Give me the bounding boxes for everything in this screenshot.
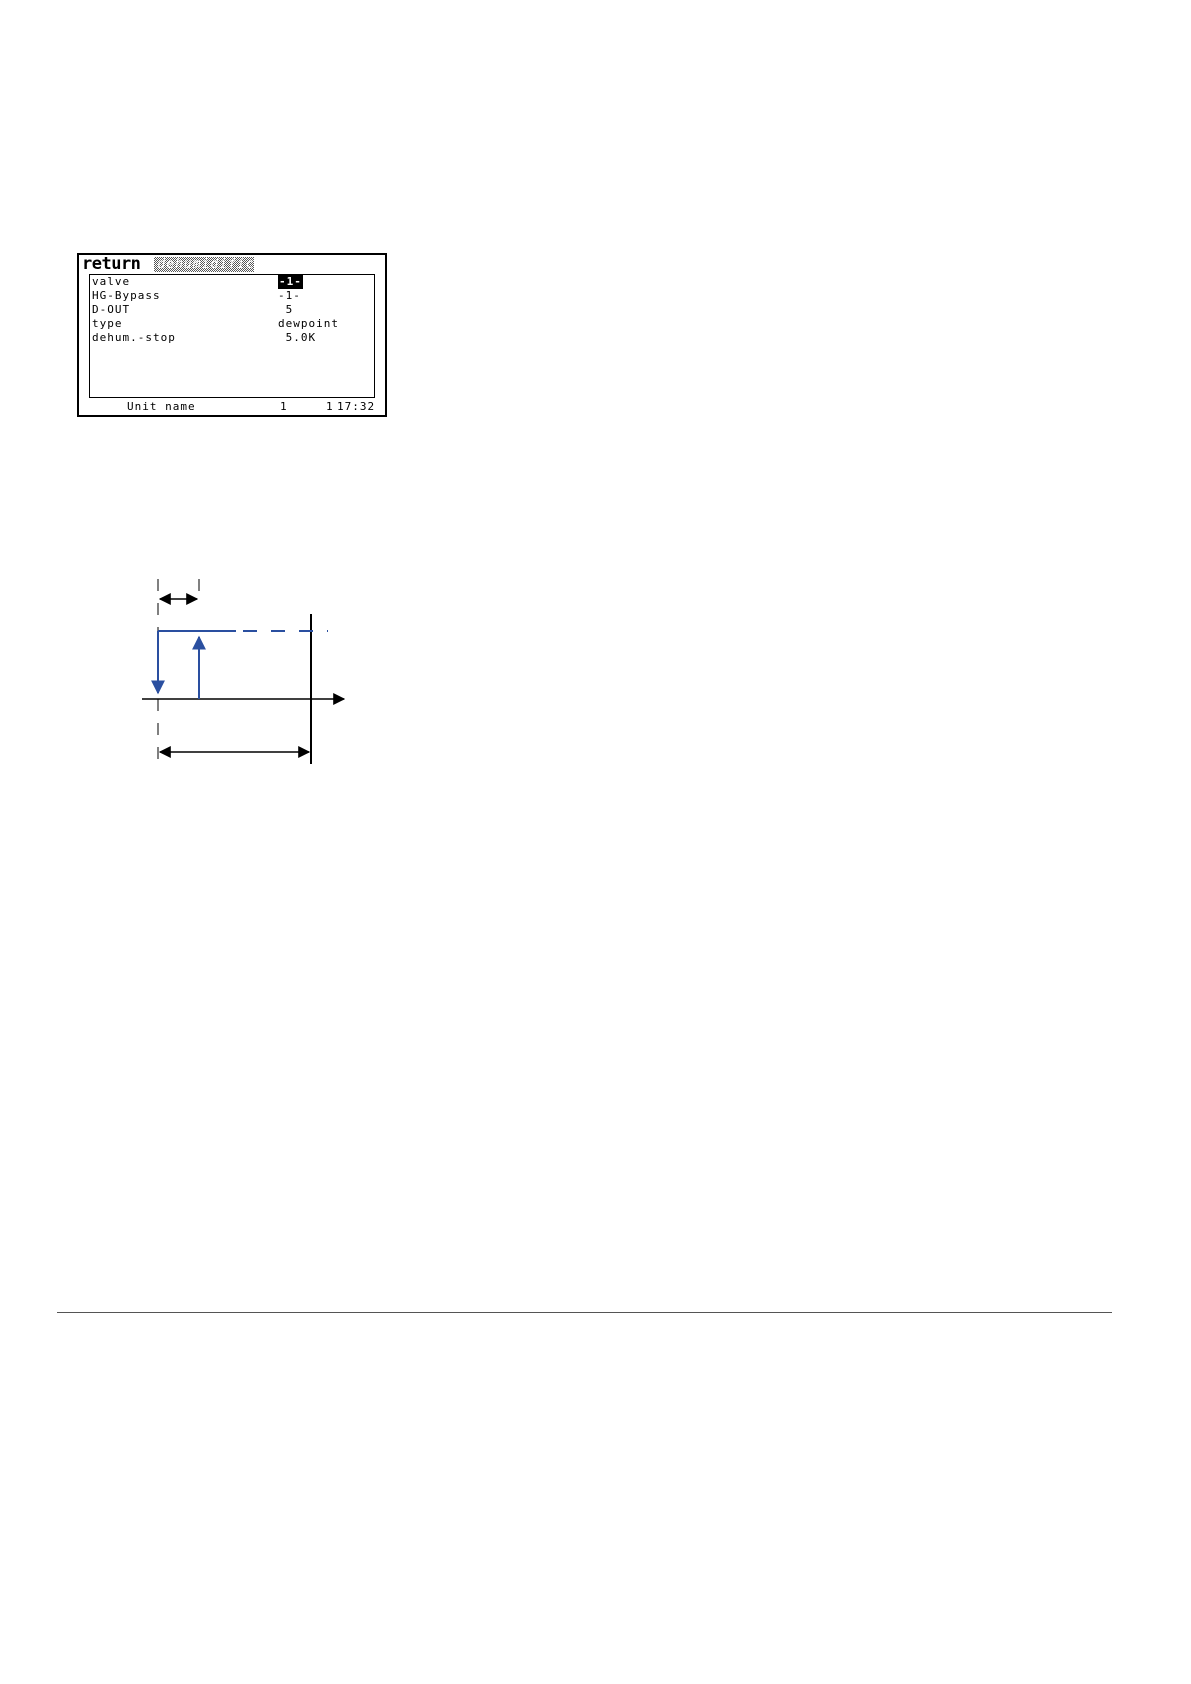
param-value[interactable]: 5 <box>278 303 294 316</box>
param-value-selected[interactable]: -1- <box>279 275 302 288</box>
param-value[interactable]: -1- <box>278 289 301 302</box>
param-label: valve <box>92 275 131 288</box>
param-label: D-OUT <box>92 303 131 316</box>
param-label: type <box>92 317 123 330</box>
return-button[interactable]: return <box>82 254 141 274</box>
unit-number: 1 <box>280 400 288 413</box>
page-divider <box>57 1312 1112 1313</box>
tab-dehumidific[interactable]: dehumidific <box>154 257 254 272</box>
unit-name: Unit name <box>127 400 196 413</box>
param-value[interactable]: 5.0K <box>278 331 317 344</box>
param-label: HG-Bypass <box>92 289 161 302</box>
param-value[interactable]: dewpoint <box>278 317 339 330</box>
clock-time: 17:32 <box>337 400 376 413</box>
param-label: dehum.-stop <box>92 331 176 344</box>
dehumidification-hysteresis-diagram <box>0 0 1191 800</box>
page-number: 1 <box>326 400 334 413</box>
